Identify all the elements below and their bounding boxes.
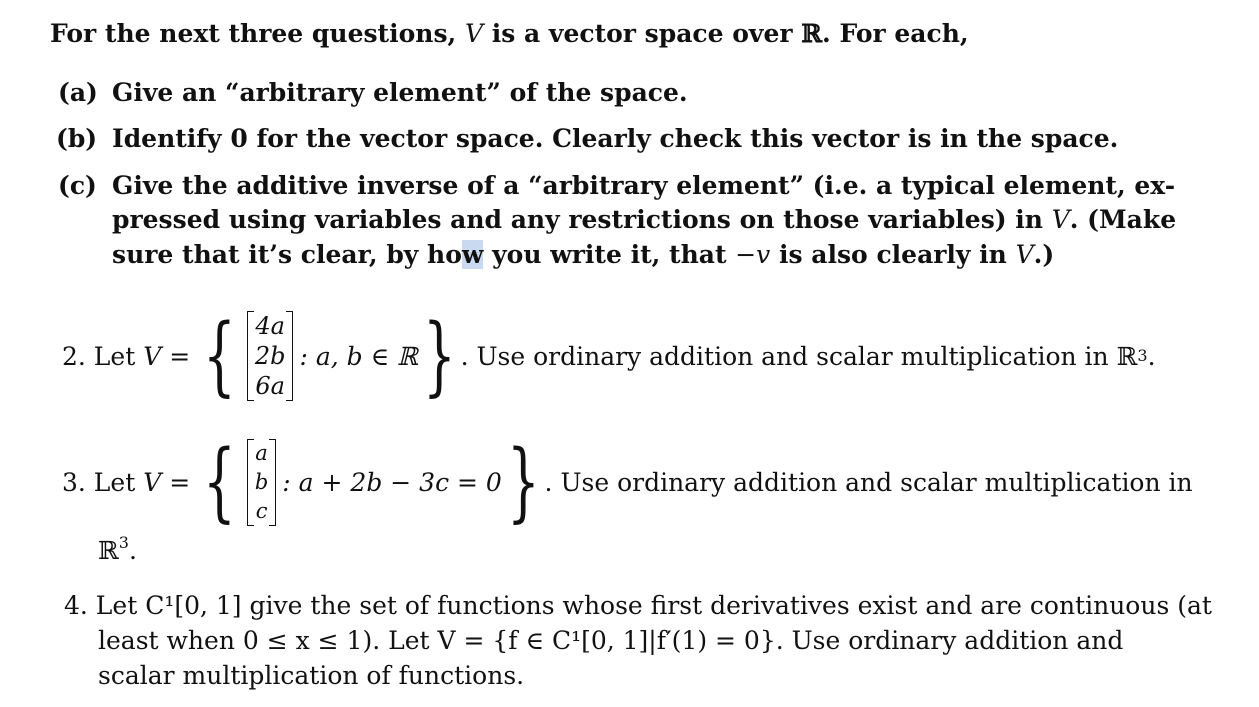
problem-2-end: . <box>1147 341 1156 371</box>
problem-3-cont-end: . <box>128 536 137 565</box>
right-brace-icon: } <box>506 432 540 532</box>
problem-3-cont-sup: 3 <box>118 533 129 552</box>
problem-3-label: 3. Let <box>62 467 136 497</box>
part-c-line3-v: V <box>1015 240 1034 269</box>
part-c-neg-v: −v <box>735 240 771 269</box>
intro-var-v: V <box>464 19 484 48</box>
problem-4-line2: least when 0 ≤ x ≤ 1). Let V = {f ∈ C¹[0, 1]|f′(1) = 0}. Use ordinary addition and <box>98 626 1124 655</box>
part-c-line1-text: Give the additive inverse of a “arbitrary element” (i.e. a typical element, ex- <box>112 171 1176 200</box>
part-a <box>58 78 688 108</box>
right-brace-icon: } <box>422 306 456 406</box>
problem-2: 2. Let V = { 4a 2b 6a : a, b ∈ ℝ } . Use ordinary addition and scalar multiplication in ℝ 3 . <box>62 306 1156 406</box>
problem-3-condition: : a + 2b − 3c = 0 <box>282 467 502 497</box>
matrix-entry: 6a <box>255 372 285 400</box>
part-c-label: (c) <box>58 171 97 200</box>
part-c-line3 <box>112 240 1054 270</box>
problem-3-cont: ℝ <box>98 536 119 565</box>
part-b <box>56 124 1118 154</box>
left-brace-icon: { <box>203 432 236 532</box>
part-c-line3-c: is also clearly in <box>779 240 1007 269</box>
problem-2-matrix <box>247 311 294 401</box>
part-c-line2-post: . (Make <box>1069 205 1177 234</box>
intro-line <box>50 19 969 49</box>
matrix-entry: a <box>255 440 268 465</box>
problem-4-line3: scalar multiplication of functions. <box>98 661 525 690</box>
part-b-text-pre: Identify <box>112 124 222 153</box>
part-b-text-post: for the vector space. Clearly check this vector is in the space. <box>256 124 1119 153</box>
intro-text-c: . For each, <box>822 19 969 48</box>
part-c-line1 <box>58 171 1175 201</box>
part-a-label: (a) <box>58 78 98 107</box>
problem-2-condition: : a, b ∈ ℝ <box>299 341 418 371</box>
problem-3-eq: = <box>169 467 191 497</box>
intro-text-b: is a vector space over <box>491 19 793 48</box>
part-b-zero: 0 <box>230 124 248 153</box>
part-b-label: (b) <box>56 124 98 153</box>
problem-2-text: . Use ordinary addition and scalar multiplication in ℝ <box>460 341 1138 371</box>
part-a-text: Give an “arbitrary element” of the space. <box>112 78 688 107</box>
part-c-line3-d: .) <box>1033 240 1055 269</box>
intro-text-a: For the next three questions, <box>50 19 457 48</box>
part-c-line3-a: sure that it’s clear, by ho <box>112 240 462 269</box>
part-c-line2-pre: pressed using variables and any restrictions on those variables) in <box>112 205 1043 234</box>
part-c-line3-b: you write it, that <box>492 240 727 269</box>
problem-3-var-v: V <box>143 467 162 497</box>
problem-3-continuation <box>98 533 137 566</box>
problem-4-line1: 4. Let C¹[0, 1] give the set of functions whose first derivatives exist and are continuous (at <box>64 591 1212 620</box>
problem-2-eq: = <box>169 341 191 371</box>
part-c-line2 <box>112 205 1176 235</box>
matrix-entry: 4a <box>255 312 285 340</box>
matrix-entry: c <box>255 498 268 523</box>
matrix-entry: 2b <box>254 342 286 370</box>
problem-2-label: 2. Let <box>62 341 136 371</box>
part-c-line2-v: V <box>1051 205 1070 234</box>
matrix-entry: b <box>254 469 269 494</box>
selection-highlight[interactable]: w <box>461 240 484 269</box>
left-brace-icon: { <box>203 306 236 406</box>
problem-3 <box>62 428 1193 536</box>
problem-2-var-v: V <box>143 341 162 371</box>
problem-3-matrix <box>247 439 276 526</box>
problem-3-text: . Use ordinary addition and scalar multiplication in <box>544 467 1193 497</box>
intro-field: ℝ <box>801 19 823 48</box>
